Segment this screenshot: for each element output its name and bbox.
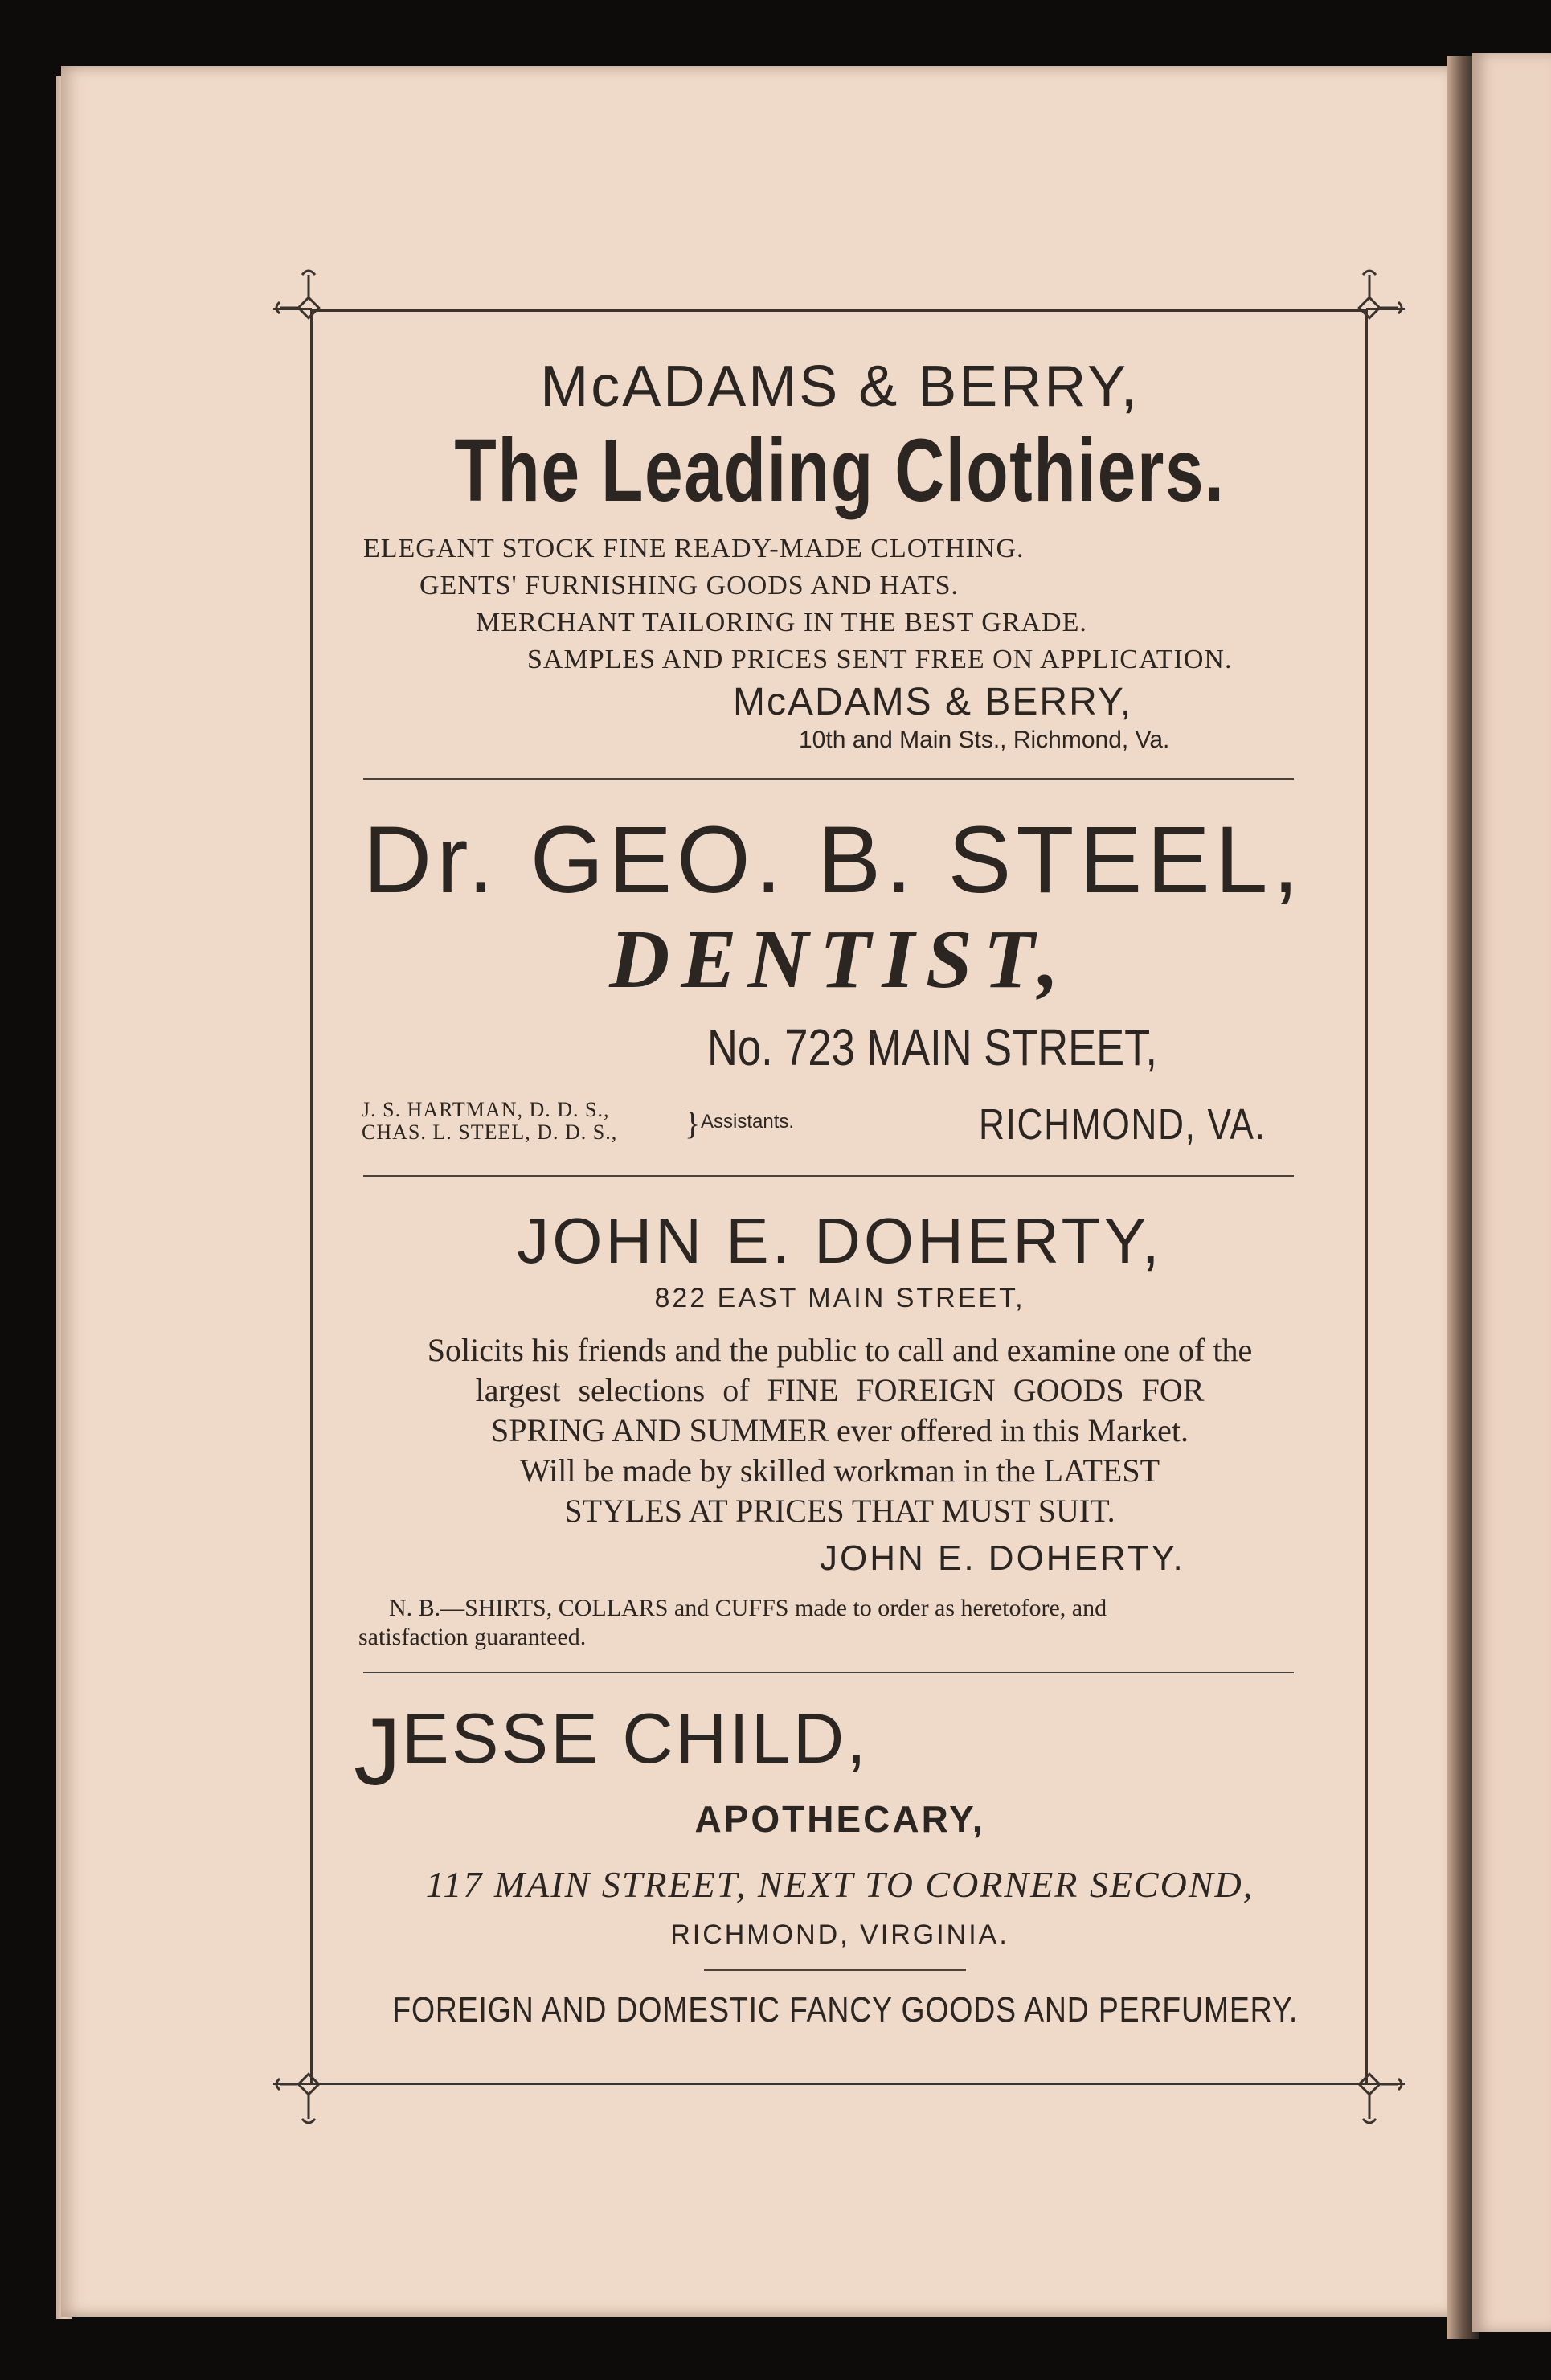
child-name: ESSE CHILD, (402, 1698, 869, 1778)
doherty-signature: JOHN E. DOHERTY. (820, 1538, 1185, 1578)
doherty-name: JOHN E. DOHERTY, (517, 1205, 1163, 1276)
short-divider (704, 1969, 966, 1971)
doherty-address: 822 EAST MAIN STREET, (654, 1283, 1025, 1313)
mcadams-name: McADAMS & BERRY, (540, 354, 1140, 419)
steel-assistant-1: J. S. HARTMAN, D. D. S., (362, 1098, 610, 1121)
mcadams-tagline: The Leading Clothiers. (454, 421, 1226, 520)
steel-city: RICHMOND, VA. (979, 1100, 1267, 1149)
child-title: APOTHECARY, (694, 1798, 985, 1840)
mcadams-signature: McADAMS & BERRY, (733, 681, 1133, 723)
mcadams-line-3: MERCHANT TAILORING IN THE BEST GRADE. (476, 608, 1087, 637)
steel-name: Dr. GEO. B. STEEL, (363, 807, 1304, 913)
corner-ornament-icon (275, 2042, 347, 2130)
steel-assistants-label: Assistants. (701, 1111, 795, 1133)
steel-profession: DENTIST, (609, 913, 1070, 1006)
facing-page-edge (1472, 53, 1551, 2332)
mcadams-line-1: ELEGANT STOCK FINE READY-MADE CLOTHING. (363, 534, 1025, 563)
steel-street: No. 723 MAIN STREET, (707, 1018, 1157, 1076)
child-city: RICHMOND, VIRGINIA. (670, 1919, 1009, 1950)
brace-icon: } (685, 1105, 701, 1141)
mcadams-line-2: GENTS' FURNISHING GOODS AND HATS. (419, 571, 960, 600)
doherty-body-4: Will be made by skilled workman in the LATEST (519, 1452, 1160, 1489)
corner-ornament-icon (1331, 265, 1403, 354)
doherty-body-3: SPRING AND SUMMER ever offered in this Market. (490, 1412, 1189, 1448)
corner-ornament-icon (275, 265, 347, 354)
child-name-initial: J (354, 1699, 401, 1805)
mcadams-line-4: SAMPLES AND PRICES SENT FREE ON APPLICATION. (527, 645, 1233, 674)
section-divider (363, 1175, 1294, 1177)
child-address: 117 MAIN STREET, NEXT TO CORNER SECOND, (425, 1864, 1254, 1905)
doherty-body-2: largest selections of FINE FOREIGN GOODS FOR (475, 1372, 1205, 1408)
doherty-body-1: Solicits his friends and the public to call and examine one of the (427, 1332, 1253, 1368)
section-divider (363, 778, 1294, 780)
steel-assistant-2: CHAS. L. STEEL, D. D. S., (362, 1120, 618, 1144)
doherty-body-5: STYLES AT PRICES THAT MUST SUIT. (564, 1493, 1115, 1529)
doherty-note-2: satisfaction guaranteed. (358, 1624, 587, 1650)
corner-ornament-icon (1331, 2042, 1403, 2130)
mcadams-address: 10th and Main Sts., Richmond, Va. (799, 727, 1170, 753)
section-divider (363, 1672, 1294, 1673)
doherty-note-1: N. B.—SHIRTS, COLLARS and CUFFS made to order as heretofore, and (389, 1595, 1107, 1621)
child-goods: FOREIGN AND DOMESTIC FANCY GOODS AND PERFUMERY. (392, 1990, 1299, 2030)
